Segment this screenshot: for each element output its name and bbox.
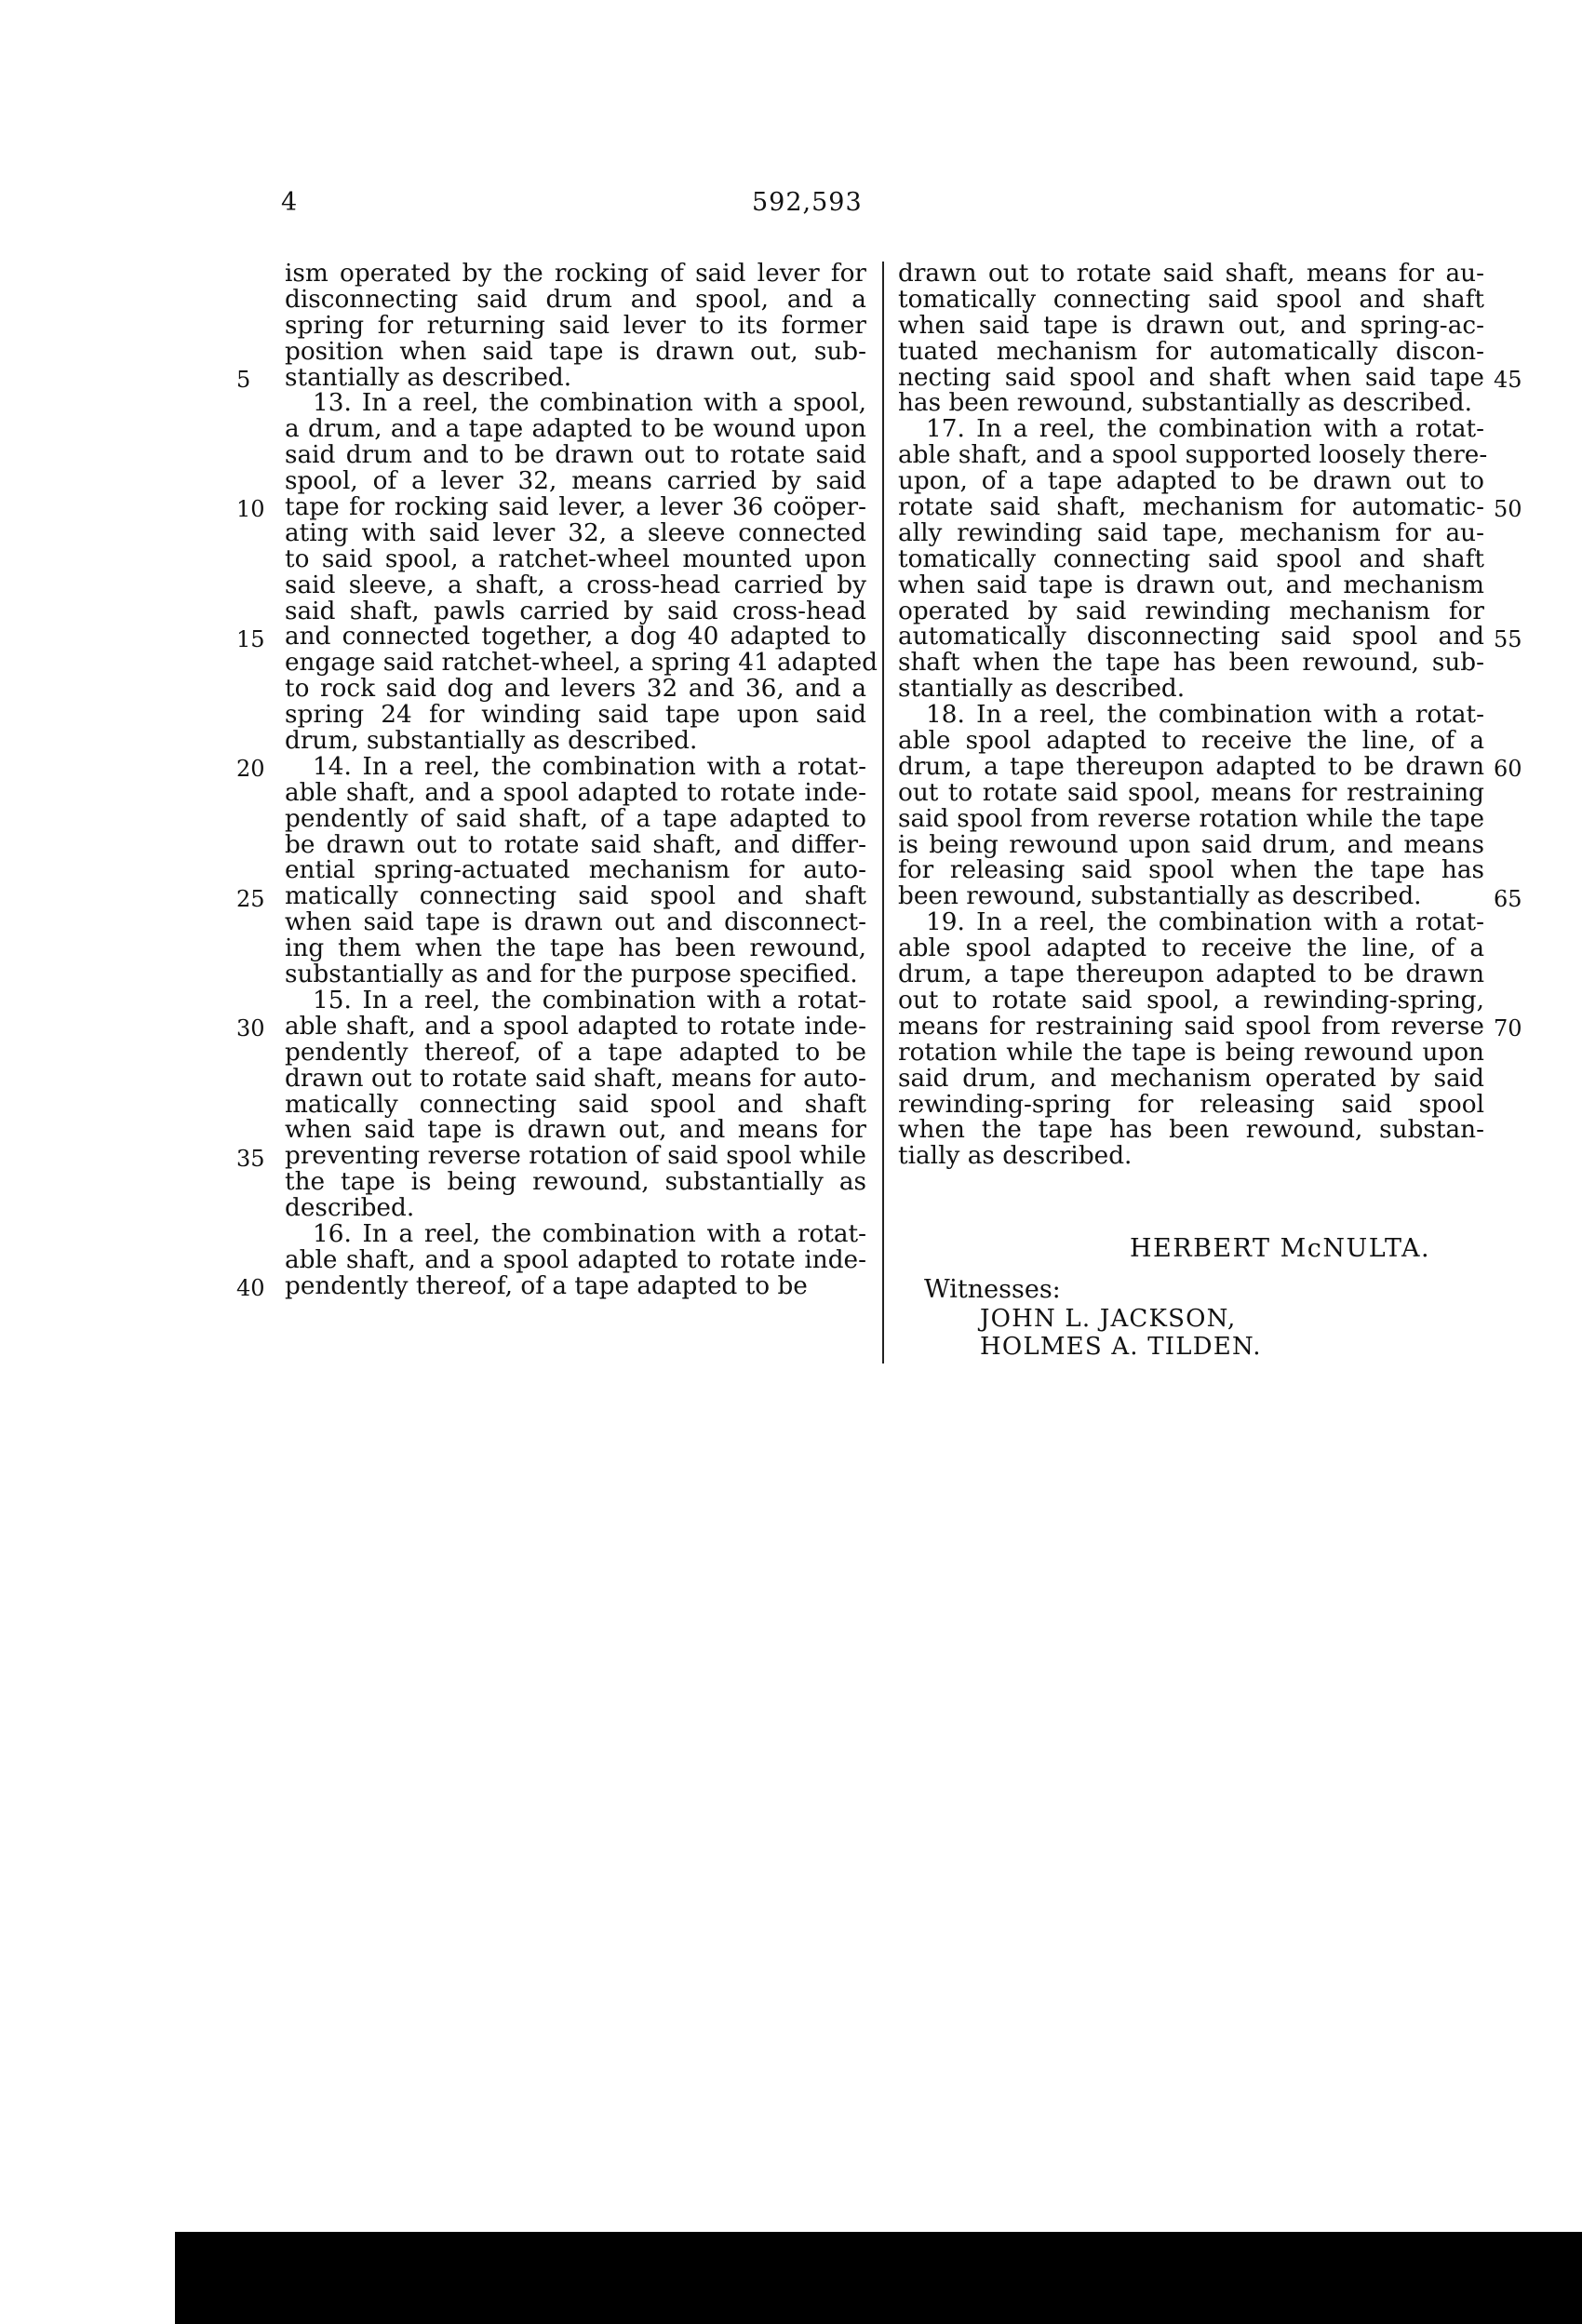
text-line: drum, substantially as described. xyxy=(285,727,698,756)
text-line: stantially as described. xyxy=(285,363,572,392)
text-line: said drum and to be drawn out to rotate said xyxy=(285,441,866,470)
text-line: spring 24 for winding said tape upon said xyxy=(285,701,866,730)
text-line: to rock said dog and levers 32 and 36, and a xyxy=(285,675,866,704)
line-number: 15 xyxy=(236,625,265,652)
text-line: spring for returning said lever to its former xyxy=(285,311,866,340)
text-line: upon, of a tape adapted to be drawn out to xyxy=(898,467,1484,496)
text-line: pendently of said shaft, of a tape adapted to xyxy=(285,804,866,833)
text-line: for releasing said spool when the tape has xyxy=(898,856,1484,885)
witness-name: HOLMES A. TILDEN. xyxy=(980,1333,1262,1361)
line-number: 30 xyxy=(236,1015,265,1042)
text-line: able shaft, and a spool adapted to rotate inde- xyxy=(285,1012,866,1041)
text-line: when the tape has been rewound, substan- xyxy=(898,1116,1484,1145)
patent-number: 592,593 xyxy=(752,188,863,217)
line-number: 10 xyxy=(236,496,265,523)
text-line: 17. In a reel, the combination with a rotat- xyxy=(926,415,1484,444)
text-line: 18. In a reel, the combination with a rotat- xyxy=(926,701,1484,730)
text-line: disconnecting said drum and spool, and a xyxy=(285,285,866,314)
text-line: has been rewound, substantially as described. xyxy=(898,389,1472,418)
scan-bottom-bar xyxy=(175,2232,1582,2324)
text-line: out to rotate said spool, a rewinding-spring, xyxy=(898,986,1484,1014)
text-line: tuated mechanism for automatically discon- xyxy=(898,337,1484,366)
text-line: automatically disconnecting said spool and xyxy=(898,623,1484,652)
line-number: 25 xyxy=(236,885,265,912)
text-line: 14. In a reel, the combination with a rotat- xyxy=(313,752,866,781)
text-line: preventing reverse rotation of said spool while xyxy=(285,1142,866,1171)
text-line: able shaft, and a spool adapted to rotate inde- xyxy=(285,1245,866,1274)
text-line: to said spool, a ratchet-wheel mounted upon xyxy=(285,544,866,573)
text-line: and connected together, a dog 40 adapted to xyxy=(285,623,866,652)
text-line: 19. In a reel, the combination with a rotat- xyxy=(926,908,1484,937)
text-line: rotate said shaft, mechanism for automatic- xyxy=(898,493,1484,522)
line-number: 55 xyxy=(1494,625,1522,652)
text-line: substantially as and for the purpose specified. xyxy=(285,960,858,989)
text-line: when said tape is drawn out and disconnect- xyxy=(285,908,866,937)
text-line: said drum, and mechanism operated by said xyxy=(898,1064,1484,1093)
text-line: 16. In a reel, the combination with a rotat- xyxy=(313,1219,866,1248)
text-line: necting said spool and shaft when said tape xyxy=(898,363,1484,392)
line-number: 60 xyxy=(1494,756,1522,783)
text-line: operated by said rewinding mechanism for xyxy=(898,597,1484,625)
text-line: able spool adapted to receive the line, of a xyxy=(898,934,1484,963)
text-line: when said tape is drawn out, and mechanism xyxy=(898,571,1484,599)
text-line: rotation while the tape is being rewound upon xyxy=(898,1038,1484,1067)
text-line: been rewound, substantially as described. xyxy=(898,882,1422,911)
line-number: 35 xyxy=(236,1145,265,1172)
text-line: position when said tape is drawn out, sub- xyxy=(285,337,866,366)
text-line: 15. In a reel, the combination with a rotat- xyxy=(313,986,866,1014)
text-line: stantially as described. xyxy=(898,675,1186,704)
text-line: engage said ratchet-wheel, a spring 41 adapted xyxy=(285,649,878,678)
column-divider xyxy=(882,262,884,1364)
line-number: 50 xyxy=(1494,496,1522,523)
inventor-signature: HERBERT McNULTA. xyxy=(1130,1234,1431,1263)
text-line: tomatically connecting said spool and shaft xyxy=(898,285,1484,314)
line-number: 65 xyxy=(1494,885,1522,912)
text-line: the tape is being rewound, substantially as xyxy=(285,1168,866,1197)
text-line: pendently thereof, of a tape adapted to be xyxy=(285,1038,866,1067)
line-number: 70 xyxy=(1494,1015,1522,1042)
line-number: 20 xyxy=(236,756,265,783)
text-line: able spool adapted to receive the line, of a xyxy=(898,727,1484,756)
text-line: said shaft, pawls carried by said cross-head xyxy=(285,597,866,625)
witnesses-label: Witnesses: xyxy=(924,1275,1061,1304)
text-line: drum, a tape thereupon adapted to be drawn xyxy=(898,752,1484,781)
text-line: tomatically connecting said spool and shaft xyxy=(898,544,1484,573)
text-line: when said tape is drawn out, and means for xyxy=(285,1116,866,1145)
text-line: spool, of a lever 32, means carried by said xyxy=(285,467,866,496)
text-line: means for restraining said spool from reverse xyxy=(898,1012,1484,1041)
text-line: pendently thereof, of a tape adapted to be xyxy=(285,1271,808,1300)
line-number: 5 xyxy=(236,366,251,393)
text-line: shaft when the tape has been rewound, sub- xyxy=(898,649,1484,678)
line-number: 45 xyxy=(1494,366,1522,393)
left-column xyxy=(285,260,878,1300)
text-line: described. xyxy=(285,1194,415,1223)
text-line: drawn out to rotate said shaft, means for auto- xyxy=(285,1064,866,1093)
text-line: ism operated by the rocking of said lever for xyxy=(285,260,866,288)
text-line: matically connecting said spool and shaft xyxy=(285,882,866,911)
text-line: said spool from reverse rotation while the tape xyxy=(898,804,1484,833)
text-line: ating with said lever 32, a sleeve connected xyxy=(285,518,866,547)
text-line: is being rewound upon said drum, and means xyxy=(898,830,1484,859)
text-line: 13. In a reel, the combination with a spool, xyxy=(313,389,866,418)
text-line: when said tape is drawn out, and spring-ac- xyxy=(898,311,1484,340)
text-line: a drum, and a tape adapted to be wound upon xyxy=(285,415,866,444)
witness-name: JOHN L. JACKSON, xyxy=(980,1305,1237,1333)
page-number: 4 xyxy=(281,188,299,217)
text-line: said sleeve, a shaft, a cross-head carried by xyxy=(285,571,866,599)
text-line: drawn out to rotate said shaft, means for au- xyxy=(898,260,1484,288)
right-column xyxy=(898,260,1488,1171)
text-line: tially as described. xyxy=(898,1142,1133,1171)
text-line: be drawn out to rotate said shaft, and differ- xyxy=(285,830,866,859)
text-line: tape for rocking said lever, a lever 36 coöper- xyxy=(285,493,866,522)
text-line: able shaft, and a spool adapted to rotate inde- xyxy=(285,778,866,807)
text-line: ential spring-actuated mechanism for auto- xyxy=(285,856,866,885)
text-line: ing them when the tape has been rewound, xyxy=(285,934,866,963)
text-line: drum, a tape thereupon adapted to be drawn xyxy=(898,960,1484,989)
line-number: 40 xyxy=(236,1275,265,1302)
text-line: able shaft, and a spool supported loosely there- xyxy=(898,441,1488,470)
text-line: matically connecting said spool and shaft xyxy=(285,1090,866,1119)
text-line: ally rewinding said tape, mechanism for au- xyxy=(898,518,1484,547)
text-line: out to rotate said spool, means for restraining xyxy=(898,778,1484,807)
text-line: rewinding-spring for releasing said spool xyxy=(898,1090,1484,1119)
